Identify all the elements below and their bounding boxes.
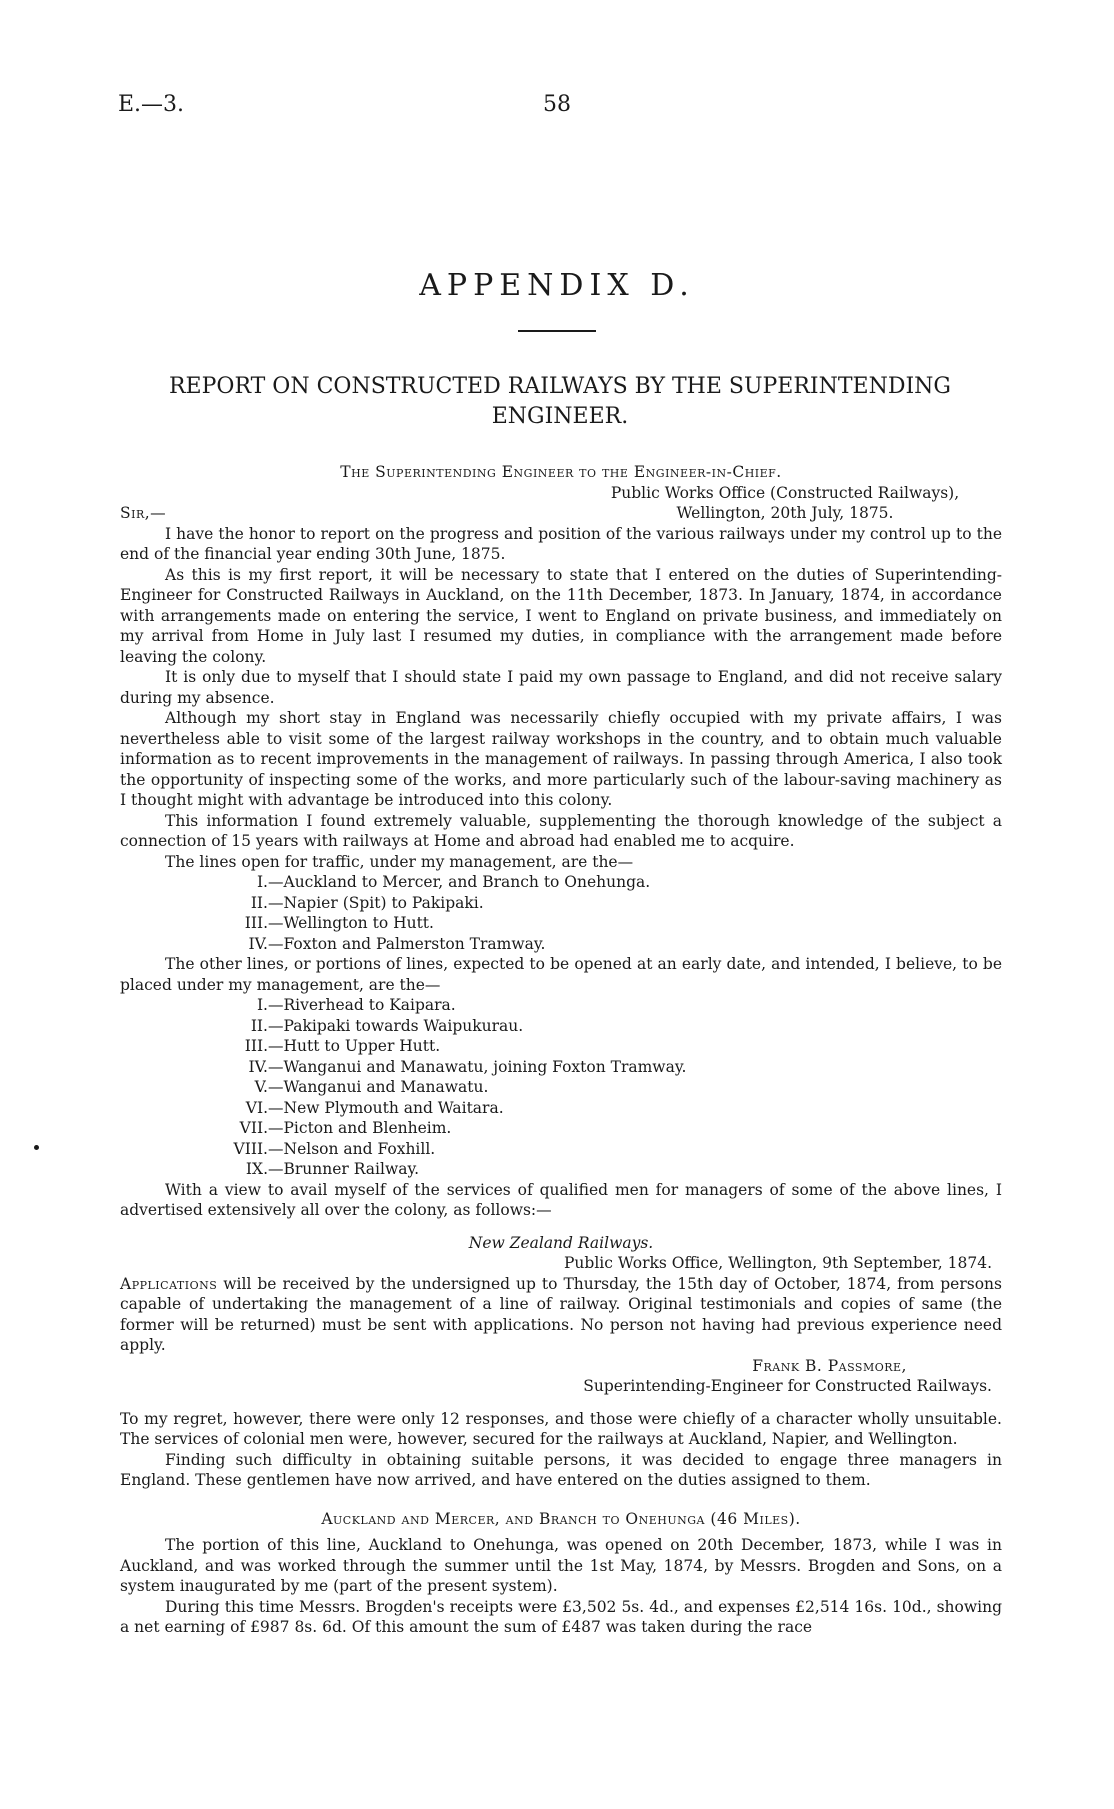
advertisement [120, 1233, 1002, 1397]
open-lines-list [120, 872, 1002, 954]
list-item [120, 1159, 1002, 1180]
advert-signature [120, 1356, 1002, 1397]
list-item-number: II. [250, 1016, 268, 1035]
advert-title: New Zealand Railways. [468, 1233, 654, 1252]
other-lines-list [120, 995, 1002, 1180]
list-item [120, 1057, 1002, 1078]
list-item [120, 1016, 1002, 1037]
list-item-number: VIII. [233, 1139, 268, 1158]
paragraph: With a view to avail myself of the services of qualified men for managers of some of the above lines, I advertised extensively all over the colony, as follows:— [120, 1180, 1002, 1219]
paragraph: It is only due to myself that I should state I paid my own passage to England, and did not receive salary during my absence. [120, 668, 1002, 707]
list-item-number: IV. [248, 1057, 268, 1076]
report-title: REPORT ON CONSTRUCTED RAILWAYS BY THE SUPERINTENDING ENGINEER. [168, 374, 952, 429]
advert-text: will be received by the undersigned up to Thursday, the 15th day of October, 1874, from persons capable of undertaking the management of a line of railway. Original testimonials and copies of same (the former will be returned) must be sent with applications. No person not having had previous experience need apply. [120, 1274, 1002, 1354]
list-item-number: IX. [245, 1160, 268, 1178]
list-item [120, 1139, 1002, 1160]
paragraph: Although my short stay in England was necessarily chiefly occupied with my private affairs, I was nevertheless able to visit some of the largest railway workshops in the country, and to obtain much valuable information as to recent improvements in the management of railways. In passing through America, I also took the opportunity of inspecting some of the works, and more particularly such of the labour-saving machinery as I thought might with advantage be introduced into this colony. [120, 709, 1002, 809]
letter-address-block [120, 483, 1002, 524]
list-item-text: —Pakipaki towards Waipukurau. [268, 1016, 524, 1035]
list-item-number: IV. [248, 934, 268, 953]
list-item-text: —Napier (Spit) to Pakipaki. [268, 893, 484, 912]
list-item-number: VII. [239, 1119, 268, 1137]
signatory-title: Superintending-Engineer for Constructed Railways. [583, 1377, 992, 1395]
section-heading: Auckland and Mercer, and Branch to Onehunga (46 Miles). [321, 1509, 801, 1528]
list-item-text: —Foxton and Palmerston Tramway. [268, 934, 546, 953]
list-item-text: —Wanganui and Manawatu. [268, 1078, 489, 1096]
list-item [120, 1036, 1002, 1057]
paragraph: The lines open for traffic, under my management, are the— [165, 852, 634, 871]
list-item-number: I. [256, 873, 268, 891]
advert-lead: Applications [120, 1274, 218, 1293]
list-item [120, 872, 1002, 893]
paragraph: Finding such difficulty in obtaining suitable persons, it was decided to engage three managers in England. These gentlemen have now arrived, and have entered on the duties assigned to them. [120, 1450, 1002, 1489]
divider-rule [518, 330, 596, 332]
paragraph: The other lines, or portions of lines, expected to be opened at an early date, and intended, I believe, to be placed under my management, are the— [120, 955, 1002, 994]
list-item-text: —New Plymouth and Waitara. [268, 1098, 504, 1117]
letter-heading: The Superintending Engineer to the Engineer-in-Chief. [340, 463, 782, 481]
paragraph: During this time Messrs. Brogden's receipts were £3,502 5s. 4d., and expenses £2,514 16s. 10d., showing a net earning of £987 8s. 6d. Of this amount the sum of £487 was taken during the race [120, 1597, 1002, 1636]
margin-mark [34, 1145, 39, 1150]
list-item-text: —Wellington to Hutt. [268, 914, 434, 932]
list-item-number: III. [244, 1037, 268, 1055]
list-item-text: —Hutt to Upper Hutt. [268, 1037, 441, 1055]
signatory-name: Frank B. Passmore, [752, 1356, 907, 1375]
list-item [120, 1077, 1002, 1098]
page-number: 58 [543, 92, 571, 117]
list-item [120, 934, 1002, 955]
list-item [120, 1098, 1002, 1119]
list-item [120, 913, 1002, 934]
list-item [120, 893, 1002, 914]
advert-body [120, 1274, 1002, 1356]
list-item-text: —Wanganui and Manawatu, joining Foxton Tramway. [268, 1057, 687, 1076]
list-item-number: II. [250, 893, 268, 912]
list-item [120, 995, 1002, 1016]
paragraph: I have the honor to report on the progress and position of the various railways under my control up to the end of the financial year ending 30th June, 1875. [120, 524, 1002, 563]
list-item-number: III. [244, 914, 268, 932]
list-item-text: —Auckland to Mercer, and Branch to Onehunga. [268, 873, 651, 891]
list-item-number: I. [256, 996, 268, 1014]
report-body [120, 462, 1002, 1638]
list-item-text: —Riverhead to Kaipara. [268, 996, 456, 1014]
salutation: Sir,— [120, 503, 167, 522]
paragraph: To my regret, however, there were only 12 responses, and those were chiefly of a character wholly unsuitable. The services of colonial men were, however, secured for the railways at Auckland, Napier, and Wellington. [120, 1409, 1002, 1448]
list-item-number: V. [254, 1078, 268, 1096]
paragraph: As this is my first report, it will be necessary to state that I entered on the duties of Superintending-Engineer for Constructed Railways in Auckland, on the 11th December, 1873. In January, 1874, in accordance with arrangements made on entering the service, I went to England on private business, and immediately on my arrival from Home in July last I resumed my duties, in compliance with the arrangement made before leaving the colony. [120, 565, 1002, 666]
list-item-number: VI. [245, 1098, 268, 1117]
list-item [120, 1118, 1002, 1139]
address-line-2: Wellington, 20th July, 1875. [676, 504, 894, 522]
paragraph: This information I found extremely valuable, supplementing the thorough knowledge of the subject a connection of 15 years with railways at Home and abroad had enabled me to acquire. [120, 811, 1002, 850]
address-line-1: Public Works Office (Constructed Railways), [610, 483, 960, 502]
paragraph: The portion of this line, Auckland to Onehunga, was opened on 20th December, 1873, while I was in Auckland, and was worked through the summer until the 1st May, 1874, by Messrs. Brogden and Sons, on a system inaugurated by me (part of the present system). [120, 1536, 1002, 1595]
list-item-text: —Nelson and Foxhill. [268, 1139, 436, 1158]
letter-address [580, 483, 990, 524]
list-item-text: —Brunner Railway. [268, 1160, 420, 1178]
list-item-text: —Picton and Blenheim. [268, 1119, 452, 1137]
appendix-title: APPENDIX D. [419, 268, 695, 303]
document-code: E.—3. [118, 92, 185, 117]
advert-dateline: Public Works Office, Wellington, 9th September, 1874. [564, 1254, 992, 1272]
